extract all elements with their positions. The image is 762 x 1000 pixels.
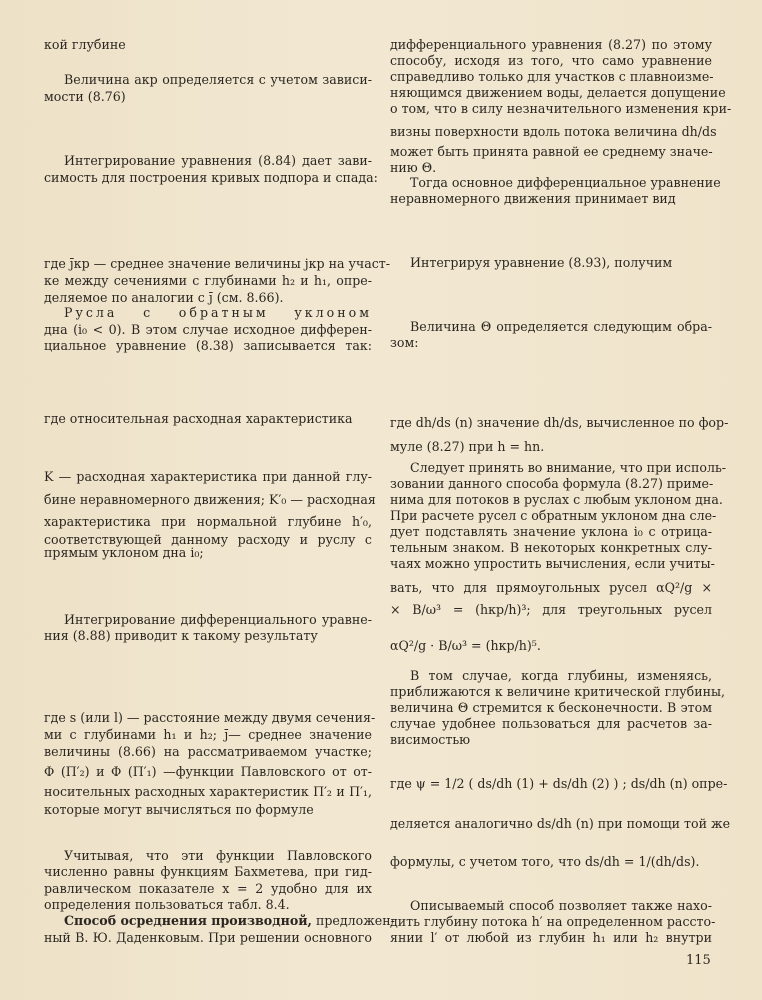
text-line: мости (8.76) (44, 89, 126, 104)
text-line: где j̄кр — среднее значение величины jкр на участ- (44, 256, 391, 271)
text-line: Тогда основное дифференциальное уравнение (410, 175, 721, 190)
section-heading-reverse-slope: Русла с обратным уклоном (64, 305, 372, 320)
text-line: деляемое по аналогии с j̄ (см. 8.66). (44, 290, 284, 305)
text-line: численно равны функциям Бахметева, при гид- (44, 864, 372, 879)
text-line: неравномерного движения принимает вид (390, 191, 676, 206)
text-line: визны поверхности вдоль потока величина dh/ds (390, 124, 717, 139)
text-line: симость для построения кривых подпора и спада: (44, 170, 378, 185)
text-line: характеристика при нормальной глубине h′₀, (44, 514, 372, 529)
text-line: При расчете русел с обратным уклоном дна сле- (390, 508, 717, 523)
text-line: няющимся движением воды, делается допущение (390, 85, 726, 100)
text-line: чаях можно упростить вычисления, если учиты- (390, 556, 715, 571)
text-line: о том, что в силу незначительного изменения кри- (390, 101, 732, 116)
text-line: определения пользоваться табл. 8.4. (44, 897, 290, 912)
text-line: ный В. Ю. Даденковым. При решении основного (44, 930, 372, 945)
text-line: бине неравномерного движения; K′₀ — расходная (44, 492, 376, 507)
text-line: Величина Θ определяется следующим обра- (410, 319, 712, 334)
text-line: ми с глубинами h₁ и h₂; j̄— среднее значение (44, 727, 372, 742)
text-line: которые могут вычисляться по формуле (44, 802, 314, 817)
text-line: формулы, с учетом того, что ds/dh = 1/(dh/ds). (390, 854, 700, 869)
text-line: нию Θ. (390, 160, 437, 175)
text-line: Учитывая, что эти функции Павловского (64, 848, 372, 863)
text-line: ке между сечениями с глубинами h₂ и h₁, опре- (44, 273, 372, 288)
text-line: зовании данного способа формула (8.27) приме- (390, 476, 714, 491)
text-line: В том случае, когда глубины, изменяясь, (410, 668, 712, 683)
text-line: × B/ω³ = (hкр/h)³; для треугольных русел (390, 602, 712, 617)
text-line: αQ²/g · B/ω³ = (hкр/h)⁵. (390, 638, 541, 653)
text-line: величины (8.66) на рассматриваемом участке; (44, 744, 372, 759)
text-line: равлическом показателе x = 2 удобно для их (44, 881, 372, 896)
text-line: зом: (390, 335, 419, 350)
text-line: Описываемый способ позволяет также нахо- (410, 898, 712, 913)
text-line: справедливо только для участков с плавноизме- (390, 69, 714, 84)
text-line: где относительная расходная характеристика (44, 411, 353, 426)
text-line: тельным знаком. В некоторых конкретных слу- (390, 540, 712, 555)
method-heading: Способ осреднения производной, (64, 913, 312, 928)
text-line: янии l′ от любой из глубин h₁ или h₂ внутри (390, 930, 712, 945)
text-line: дна (i₀ < 0). В этом случае исходное дифферен- (44, 322, 372, 337)
page-number: 115 (686, 953, 711, 968)
text-line: дифференциального уравнения (8.27) по этому (390, 37, 712, 52)
text-line: случае удобнее пользоваться для расчетов за- (390, 716, 712, 731)
text-line-method-heading (44, 913, 395, 929)
text-line: кой глубине (44, 37, 126, 52)
text-fragment: предложен- (311, 913, 395, 928)
text-line: Интегрируя уравнение (8.93), получим (410, 255, 673, 270)
text-line: носительных расходных характеристик П′₂ и П′₁, (44, 784, 372, 799)
text-line: нима для потоков в руслах с любым уклоном дна. (390, 492, 723, 507)
text-line: Интегрирование дифференциального уравне- (64, 612, 372, 627)
text-line: где ψ = 1/2 ( ds/dh (1) + ds/dh (2) ) ; ds/dh (n) опре- (390, 776, 728, 791)
text-line: где s (или l) — расстояние между двумя сечения- (44, 710, 376, 725)
text-line: Φ (П′₂) и Φ (П′₁) —функции Павловского от от- (44, 764, 372, 779)
text-line: деляется аналогично ds/dh (n) при помощи той же (390, 816, 731, 831)
text-line: Следует принять во внимание, что при исполь- (410, 460, 727, 475)
text-line: циальное уравнение (8.38) записывается так: (44, 338, 372, 353)
text-line: может быть принята равной ее среднему значе- (390, 144, 713, 159)
text-line: приближаются к величине критической глубины, (390, 684, 726, 699)
text-line: где dh/ds (n) значение dh/ds, вычисленное по фор- (390, 415, 729, 430)
text-line: висимостью (390, 732, 471, 747)
text-line: Интегрирование уравнения (8.84) дает зави- (64, 153, 372, 168)
text-line: дует подставлять значение уклона i₀ с отрица- (390, 524, 712, 539)
text-line: прямым уклоном дна i₀; (44, 545, 204, 560)
text-line: соответствующей данному расходу и руслу с (44, 532, 372, 547)
text-line: вать, что для прямоугольных русел αQ²/g × (390, 580, 712, 595)
text-line: способу, исходя из того, что само уравнение (390, 53, 712, 68)
text-line: K — расходная характеристика при данной глу- (44, 469, 372, 484)
text-line: дить глубину потока h′ на определенном рассто- (390, 914, 716, 929)
text-line: ния (8.88) приводит к такому результату (44, 628, 318, 643)
text-line: муле (8.27) при h = hn. (390, 439, 545, 454)
text-line: Величина aкр определяется с учетом зависи- (64, 72, 372, 87)
text-line: величина Θ стремится к бесконечности. В этом (390, 700, 712, 715)
